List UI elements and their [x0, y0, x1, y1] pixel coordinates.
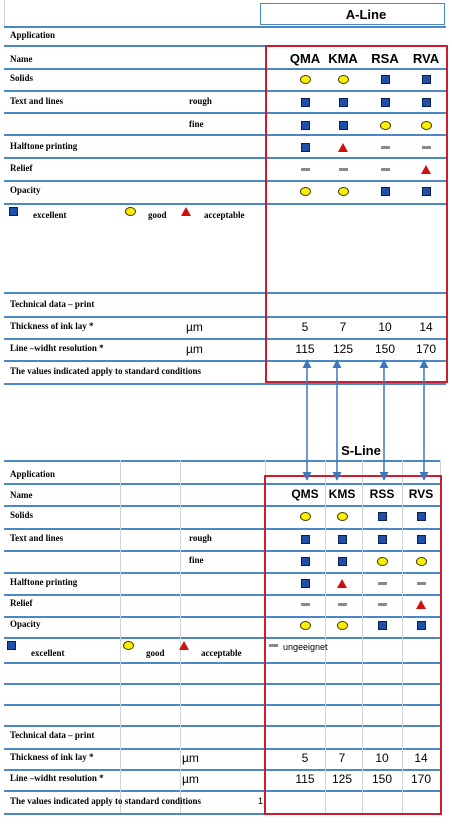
a-line-legend-acceptable-label: acceptable — [204, 210, 245, 220]
a-line-product-header: KMA — [328, 51, 358, 66]
a-line-tech-title: Technical data – print — [10, 299, 95, 309]
a-line-thickness-value: 14 — [419, 320, 433, 334]
a-line-row-label: Text and lines — [10, 96, 64, 106]
a-line-thickness-value: 10 — [378, 320, 392, 334]
a-line-row-sublabel: fine — [189, 119, 204, 129]
a-line-product-header: RVA — [412, 51, 440, 66]
s-line-legend-good-label: good — [146, 648, 165, 658]
a-line-title: A-Line — [345, 7, 387, 22]
a-line-product-header: QMA — [289, 51, 321, 66]
s-line-row-label: Solids — [10, 510, 34, 520]
a-line-row-label: Relief — [10, 163, 33, 173]
s-line-product-header: QMS — [291, 487, 319, 501]
a-line-row-label: Opacity — [10, 185, 41, 195]
s-line-resolution-value: 115 — [295, 772, 315, 786]
a-line-resolution-value: 125 — [332, 342, 354, 356]
s-line-footnote-mark: 1 — [258, 796, 264, 806]
s-line-row-sublabel: rough — [189, 533, 212, 543]
a-line-legend-good-label: good — [148, 210, 167, 220]
s-line-application-label: Application — [10, 469, 56, 479]
s-line-legend-acceptable-label: acceptable — [201, 648, 242, 658]
s-line-thickness-unit: µm — [182, 751, 199, 765]
s-line-legend-unsuitable-label: ungeeignet — [283, 642, 328, 652]
a-line-legend-excellent-label: excellent — [33, 210, 67, 220]
a-line-footnote: The values indicated apply to standard conditions — [10, 366, 202, 376]
a-line-application-label: Application — [10, 30, 56, 40]
a-line-resolution-value: 170 — [415, 342, 437, 356]
s-line-thickness-label: Thickness of ink lay * — [10, 752, 94, 762]
s-line-thickness-value: 14 — [414, 751, 428, 765]
a-line-thickness-value: 7 — [339, 320, 347, 334]
a-line-row-sublabel: rough — [189, 96, 212, 106]
a-line-name-label: Name — [10, 54, 33, 64]
s-line-legend-excellent-label: excellent — [31, 648, 65, 658]
s-line-thickness-value: 7 — [338, 751, 346, 765]
s-line-name-label: Name — [10, 490, 33, 500]
s-line-thickness-value: 10 — [375, 751, 389, 765]
s-line-resolution-value: 170 — [410, 772, 432, 786]
a-line-row-label: Halftone printing — [10, 141, 78, 151]
a-line-thickness-unit: µm — [186, 320, 203, 334]
s-line-product-header: KMS — [328, 487, 356, 501]
s-line-tech-title: Technical data – print — [10, 730, 95, 740]
s-line-thickness-value: 5 — [301, 751, 309, 765]
a-line-thickness-label: Thickness of ink lay * — [10, 321, 94, 331]
a-line-resolution-value: 150 — [374, 342, 396, 356]
s-line-title: S-Line — [341, 443, 381, 458]
a-line-thickness-value: 5 — [301, 320, 309, 334]
s-line-footnote: The values indicated apply to standard conditions — [10, 796, 202, 806]
s-line-resolution-value: 150 — [371, 772, 393, 786]
s-line-row-label: Opacity — [10, 619, 41, 629]
s-line-row-sublabel: fine — [189, 555, 204, 565]
s-line-row-label: Halftone printing — [10, 577, 78, 587]
s-line-row-label: Text and lines — [10, 533, 64, 543]
a-line-resolution-label: Line –widht resolution * — [10, 343, 104, 353]
s-line-resolution-label: Line –widht resolution * — [10, 773, 104, 783]
a-line-row-label: Solids — [10, 73, 34, 83]
s-line-resolution-unit: µm — [182, 772, 199, 786]
a-line-resolution-value: 115 — [295, 342, 315, 356]
s-line-product-header: RSS — [369, 487, 395, 501]
a-line-product-header: RSA — [371, 51, 399, 66]
a-line-resolution-unit: µm — [186, 342, 203, 356]
s-line-row-label: Relief — [10, 598, 33, 608]
s-line-product-header: RVS — [408, 487, 434, 501]
s-line-resolution-value: 125 — [331, 772, 353, 786]
